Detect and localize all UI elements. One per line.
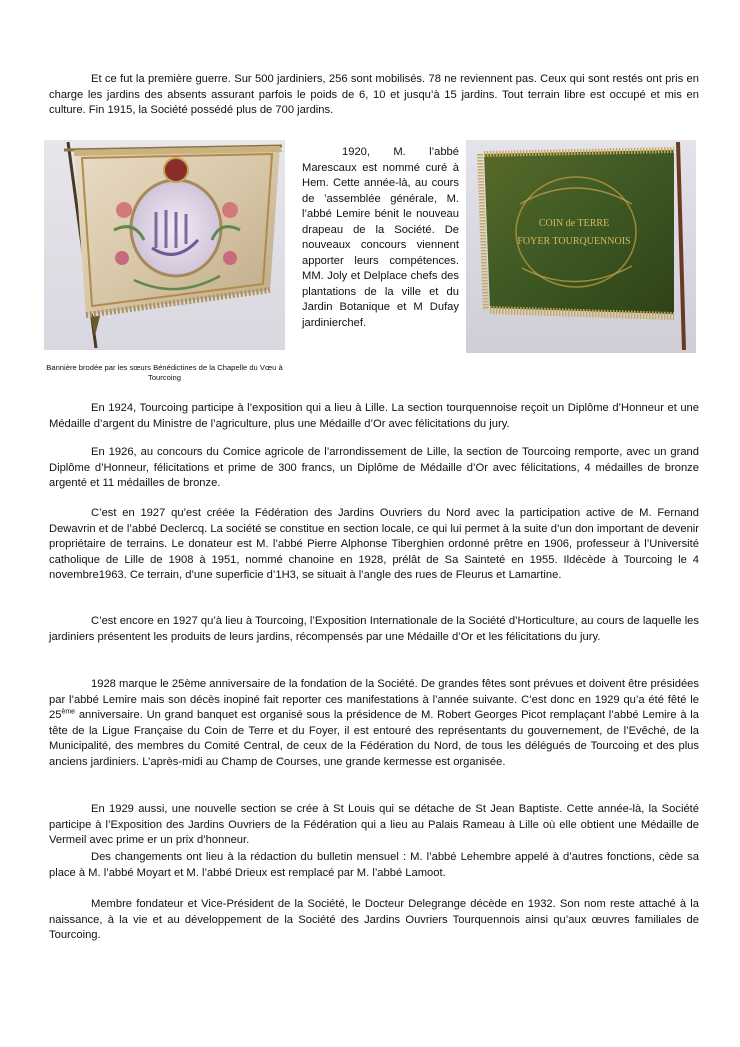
intro-paragraph: Et ce fut la première guerre. Sur 500 jardiniers, 256 sont mobilisés. 78 ne reviennent pas. Ceux qui sont restés ont pris en charge les jardins des absents assurant parfois le poids de 6, 10 et jusqu’à 15 jardins. Tout terrain libre est occupé et mis en culture. Fin 1915, la Société possédé plus de 700 jardins. bbox=[49, 73, 699, 117]
embroidered-banner-illustration bbox=[44, 140, 285, 350]
flag-text-line1: COIN de TERRE bbox=[538, 218, 610, 229]
embroidered-banner-photo bbox=[44, 140, 285, 350]
paragraph-1928-superscript: ème bbox=[61, 708, 76, 716]
paragraph-1929: En 1929 aussi, une nouvelle section se crée à St Louis qui se détache de St Jean Baptiste. Cette année-là, la Société participe à l’Exposition des Jardins Ouvriers de la Fédération qui a lieu au Palais Rameau à Lille où elle obtient une Médaille de Vermeil avec prime er un prix d’honneur. bbox=[49, 803, 699, 847]
paragraph-1928-part2: anniversaire. Un grand banquet est organisé sous la présidence de M. Robert Georges Picot remplaçant l’abbé Lemire à la tête de la Ligue Française du Coin de Terre et du Foyer, il est entouré des représentants du gouvernement, de l’Evêché, de la Municipalité, des membres du Comité Central, de ceux de la Fédération du Nord, de tous les délégués de Tourcoing et des plus anciens jardiniers. L’après-midi au Champ de Courses, une grande kermesse est organisée. bbox=[49, 709, 699, 768]
paragraph-1928-part1: 1928 marque le 25ème anniversaire de la fondation de la Société. De grandes fêtes sont prévues et doivent être présidées par l’abbé Lemire mais son décès inopiné fait reporter ces manifestations à l’année suivante. C’est donc en 1929 qu’a été fêté le 25 bbox=[49, 678, 699, 722]
paragraph-1928 bbox=[49, 677, 699, 771]
paragraph-1927-federation: C’est en 1927 qu’est créée la Fédération des Jardins Ouvriers du Nord avec la participation active de M. Fernand Dewavrin et de l’abbé Declercq. La société se constitue en section locale, ce qui lui permet à la suite d’un don important de devenir propriétaire de terrains. Le donateur est M. l’abbé Pierre Alphonse Tiberghien ordonné prêtre en 1906, professeur à l’Université catholique de Lille de 1908 à 1951, nommé chanoine en 1928, prélât de Sa Sainteté en 1955. Ildécède à Tourcoing le 4 novembre1963. Ce terrain, d’une superficie d’1H3, se situait à l’angle des rues de Fleurus et Lamartine. bbox=[49, 507, 699, 582]
middle-paragraph-text: 1920, M. l’abbé Marescaux est nommé curé à Hem. Cette année-là, au cours de ’assemblée générale, M. l’abbé Lemire bénit le nouveau drapeau de la Société. De nouveaux concours viennent apporter leurs compétences. MM. Joly et Delplace chefs des plantations de la ville et du Jardin Botanique et M Dufay jardinierchef. bbox=[302, 146, 459, 329]
paragraph-1927-exposition: C’est encore en 1927 qu’à lieu à Tourcoing, l’Exposition Internationale de la Société d’Horticulture, au cours de laquelle les jardiniers présentent les produits de leurs jardins, récompensés par une Médaille d’Or et les félicitations du jury. bbox=[49, 615, 699, 643]
middle-paragraph bbox=[302, 145, 459, 331]
paragraph-changes: Des changements ont lieu à la rédaction du bulletin mensuel : M. l’abbé Lehembre appelé à d’autres fonctions, cède sa place à M. l’abbé Moyart et M. l’abbé Drieux est remplacé par M. l’abbé Lamoot. bbox=[49, 851, 699, 879]
paragraph-1926: En 1926, au concours du Comice agricole de l’arrondissement de Lille, la section de Tourcoing remporte, avec un grand Diplôme d’Honneur, félicitations et prime de 300 francs, un Diplôme de Médaille d’Or avec félicitations, 4 médailles de bronze argenté et 11 médailles de bronze. bbox=[49, 446, 699, 490]
paragraph-1932: Membre fondateur et Vice-Président de la Société, le Docteur Delegrange décède en 1932. Son nom reste attaché à la naissance, à la vie et au développement de la Société des Jardins Ouvriers Tourquennois ainsi qu’aux œuvres familiales de Tourcoing. bbox=[49, 898, 699, 942]
green-flag-photo bbox=[466, 140, 696, 353]
flag-text-line2: FOYER TOURQUENNOIS bbox=[517, 236, 631, 247]
banner-caption: Bannière brodée par les sœurs Bénédictines de la Chapelle du Vœu à Tourcoing bbox=[46, 363, 283, 382]
green-flag-illustration bbox=[466, 140, 696, 353]
paragraph-1924: En 1924, Tourcoing participe à l’exposition qui a lieu à Lille. La section tourquennoise reçoit un Diplôme d’Honneur et une Médaille d’argent du Ministre de l’agriculture, plus une Médaille d’Or avec félicitations du jury. bbox=[49, 402, 699, 430]
